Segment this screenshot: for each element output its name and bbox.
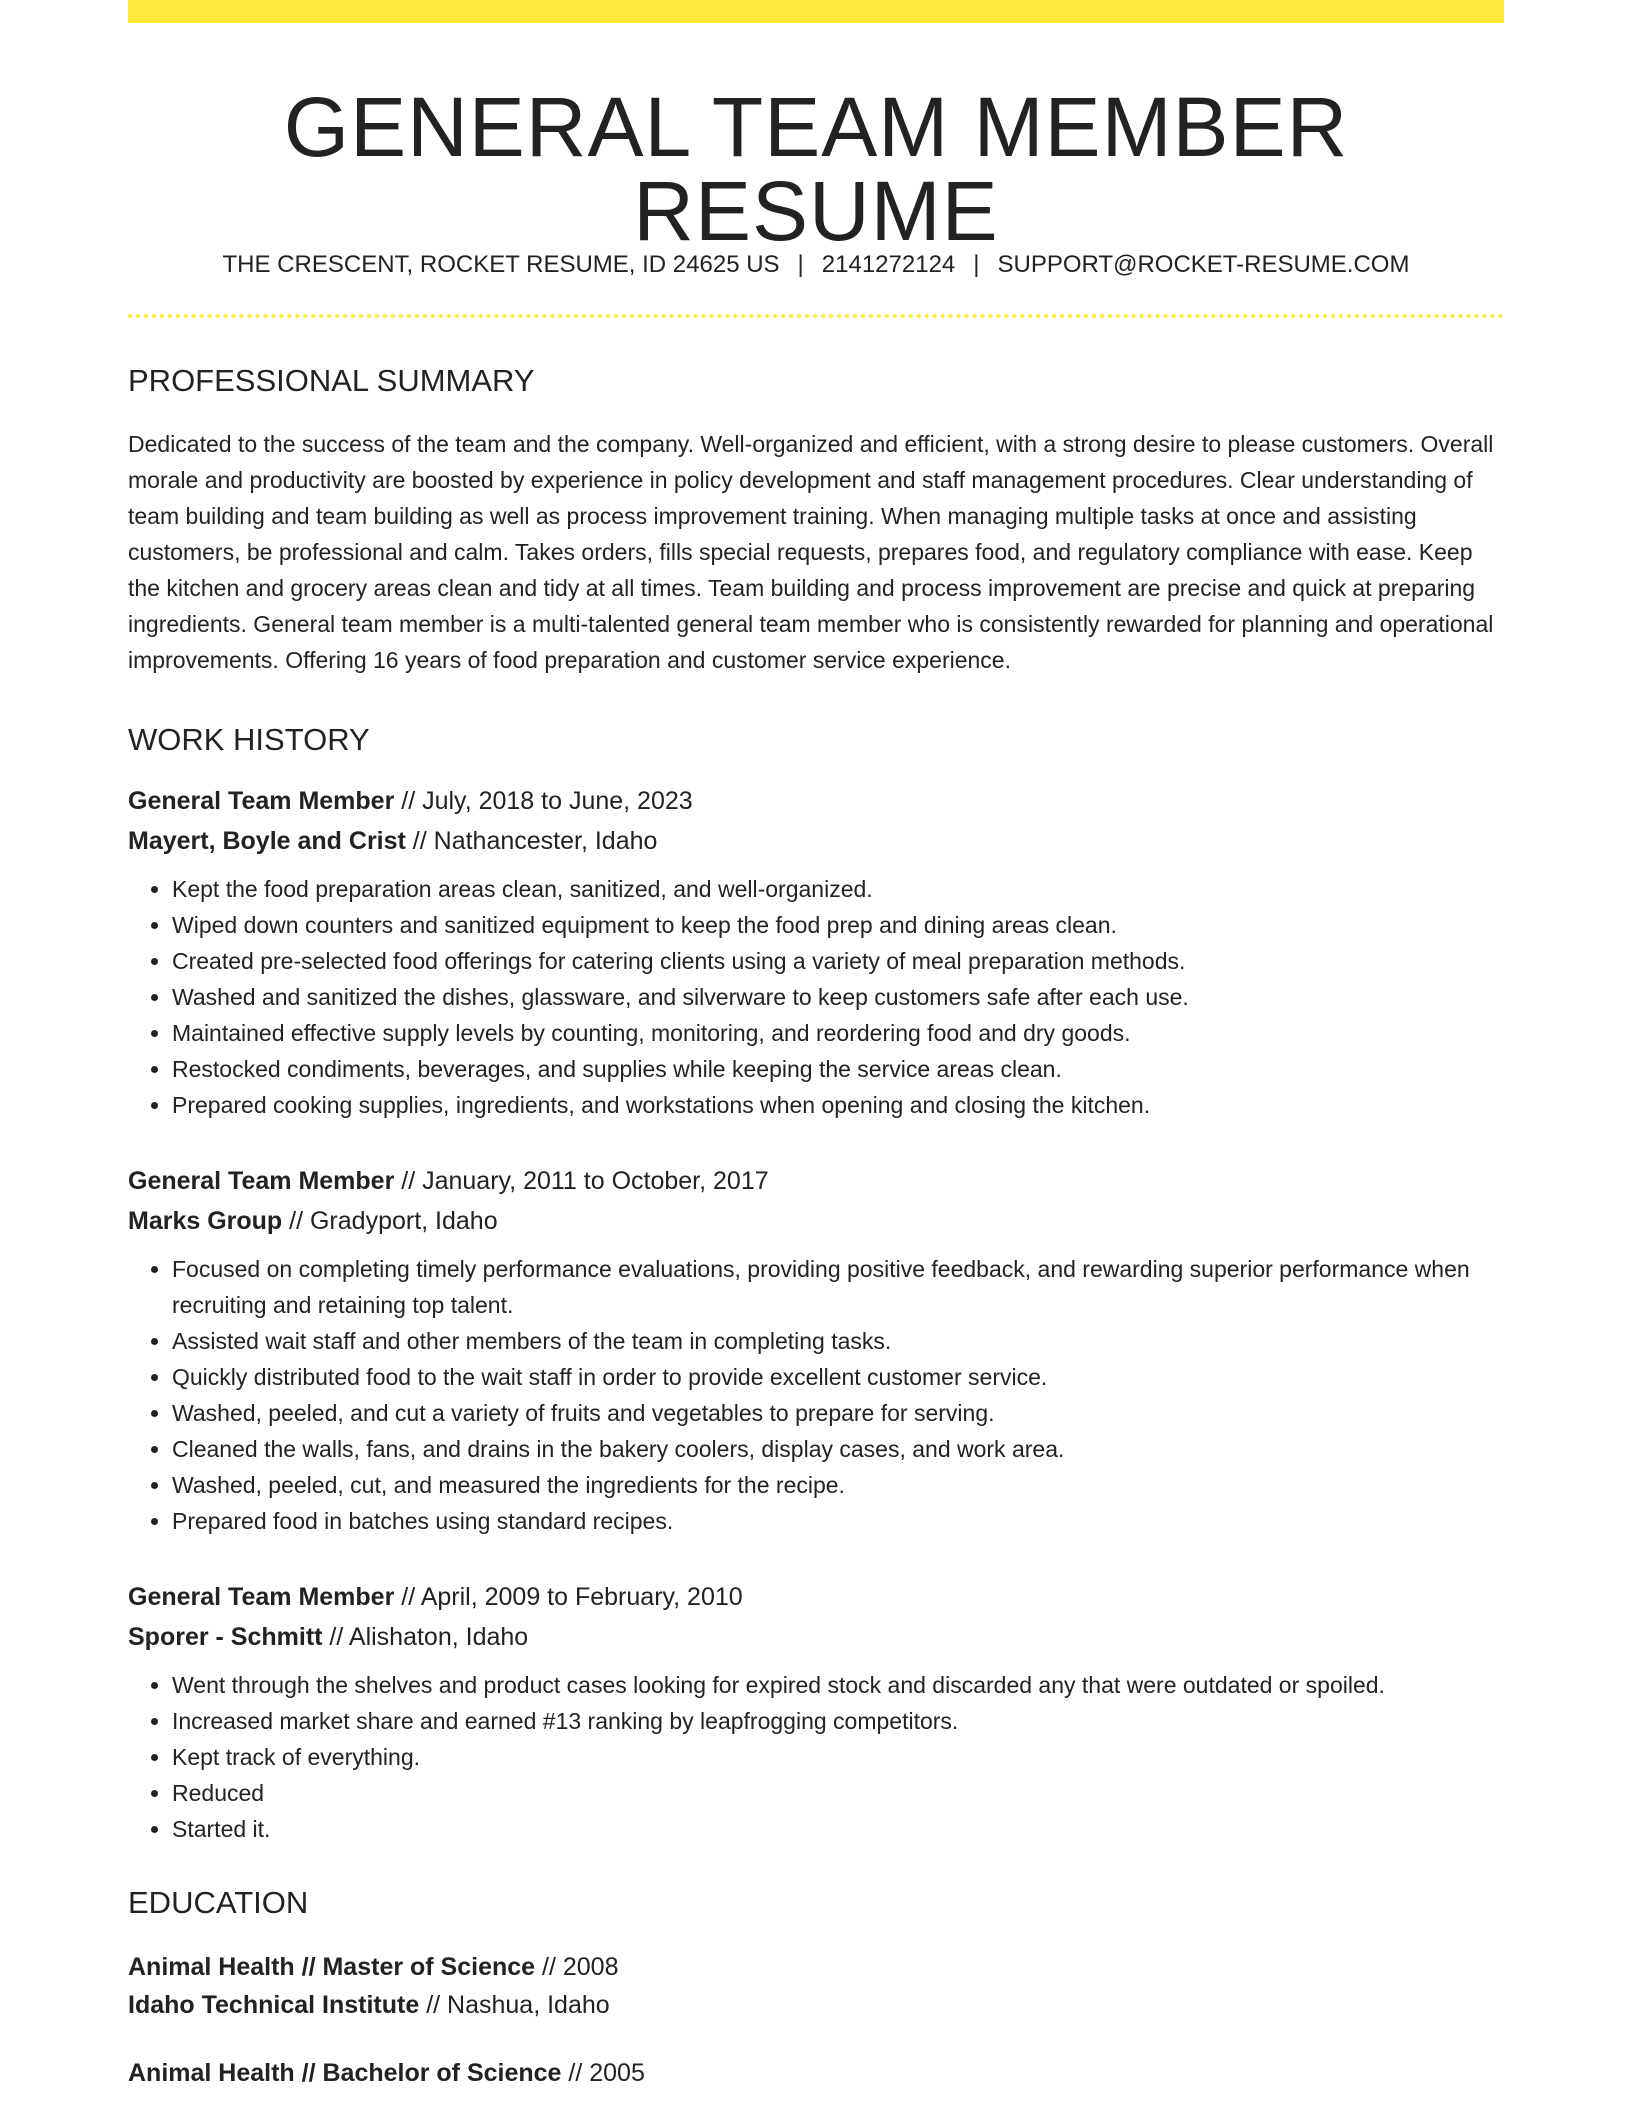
job-title: General Team Member: [128, 787, 395, 815]
contact-email: SUPPORT@ROCKET-RESUME.COM: [997, 251, 1410, 278]
job-title: General Team Member: [128, 1167, 395, 1195]
job-dates: // July, 2018 to June, 2023: [394, 787, 693, 815]
contact-separator: |: [973, 251, 980, 278]
job-title: General Team Member: [128, 1583, 395, 1611]
resume-title: GENERAL TEAM MEMBER RESUME: [283, 80, 1349, 258]
job-bullet: • Wiped down counters and sanitized equipment to keep the food prep and dining areas clean.: [172, 907, 1504, 943]
summary-heading: PROFESSIONAL SUMMARY: [128, 363, 535, 398]
job-company-line: [128, 1617, 1504, 1657]
job-company-line: [128, 1201, 1504, 1241]
job-bullets: [128, 1251, 1504, 1539]
job-bullet: • Maintained effective supply levels by counting, monitoring, and reordering food and dry goods.: [172, 1015, 1504, 1051]
education-heading: EDUCATION: [128, 1885, 309, 1920]
job-bullet: • Washed, peeled, and cut a variety of fruits and vegetables to prepare for serving.: [172, 1395, 1504, 1431]
job-title-line: [128, 1161, 1504, 1201]
education-degree-line: [128, 1948, 1504, 1986]
job-company-line: [128, 821, 1504, 861]
job-dates: // April, 2009 to February, 2010: [394, 1583, 743, 1611]
job-company: Sporer - Schmitt: [128, 1623, 323, 1651]
contact-line: [128, 253, 1504, 277]
work-history-heading: WORK HISTORY: [128, 722, 370, 757]
job-bullet: • Kept track of everything.: [172, 1739, 1504, 1775]
contact-phone: 2141272124: [821, 251, 956, 278]
job-bullet: • Went through the shelves and product cases looking for expired stock and discarded any that were outdated or spoiled.: [172, 1667, 1504, 1703]
education-entry: [128, 2054, 1504, 2092]
education-entry: [128, 1948, 1504, 2024]
education-degree: Animal Health // Master of Science: [128, 1953, 536, 1981]
education-degree: Animal Health // Bachelor of Science: [128, 2059, 562, 2087]
job-bullet: • Focused on completing timely performance evaluations, providing positive feedback, and rewarding superior performance when recruiting and retaining top talent.: [172, 1251, 1504, 1323]
dotted-divider: [128, 314, 1504, 318]
job-bullets: [128, 871, 1504, 1123]
job-company: Mayert, Boyle and Crist: [128, 827, 406, 855]
resume-page: [128, 0, 1504, 2092]
job-bullet: • Started it.: [172, 1811, 1504, 1847]
contact-address: THE CRESCENT, ROCKET RESUME, ID 24625 US: [222, 251, 780, 278]
education-school: Idaho Technical Institute: [128, 1991, 420, 2019]
education-school-line: [128, 1986, 1504, 2024]
job-company: Marks Group: [128, 1207, 283, 1235]
job-bullet: • Reduced: [172, 1775, 1504, 1811]
accent-bar: [128, 0, 1504, 23]
job-location: // Gradyport, Idaho: [282, 1207, 498, 1235]
job-bullet: • Cleaned the walls, fans, and drains in the bakery coolers, display cases, and work area.: [172, 1431, 1504, 1467]
education-year: // 2005: [561, 2059, 645, 2087]
job-bullet: • Kept the food preparation areas clean, sanitized, and well-organized.: [172, 871, 1504, 907]
job-entry: [128, 1577, 1504, 1847]
job-title-line: [128, 1577, 1504, 1617]
job-title-line: [128, 781, 1504, 821]
summary-text: Dedicated to the success of the team and the company. Well-organized and efficient, with a strong desire to please customers. Overall morale and productivity are boosted by experience in policy development and staff management procedures. Clear understanding of team building and team building as well as process improvement training. When managing multiple tasks at once and assisting customers, be professional and calm. Takes orders, fills special requests, prepares food, and regulatory compliance with ease. Keep the kitchen and grocery areas clean and tidy at all times. Team building and process improvement are precise and quick at preparing ingredients. General team member is a multi-talented general team member who is consistently rewarded for planning and operational improvements. Offering 16 years of food preparation and customer service experience.: [128, 431, 1494, 673]
education-degree-line: [128, 2054, 1504, 2092]
job-bullets: [128, 1667, 1504, 1847]
job-bullet: • Assisted wait staff and other members of the team in completing tasks.: [172, 1323, 1504, 1359]
job-bullet: • Restocked condiments, beverages, and supplies while keeping the service areas clean.: [172, 1051, 1504, 1087]
job-location: // Alishaton, Idaho: [322, 1623, 529, 1651]
job-bullet: • Increased market share and earned #13 ranking by leapfrogging competitors.: [172, 1703, 1504, 1739]
job-location: // Nathancester, Idaho: [405, 827, 658, 855]
job-bullet: • Created pre-selected food offerings for catering clients using a variety of meal preparation methods.: [172, 943, 1504, 979]
job-bullet: • Washed, peeled, cut, and measured the ingredients for the recipe.: [172, 1467, 1504, 1503]
job-entry: [128, 781, 1504, 1123]
education-location: // Nashua, Idaho: [419, 1991, 610, 2019]
job-bullet: • Washed and sanitized the dishes, glassware, and silverware to keep customers safe after each use.: [172, 979, 1504, 1015]
job-bullet: • Prepared cooking supplies, ingredients, and workstations when opening and closing the kitchen.: [172, 1087, 1504, 1123]
job-bullet: • Quickly distributed food to the wait staff in order to provide excellent customer service.: [172, 1359, 1504, 1395]
job-entry: [128, 1161, 1504, 1539]
contact-separator: |: [797, 251, 804, 278]
job-dates: // January, 2011 to October, 2017: [394, 1167, 769, 1195]
job-bullet: • Prepared food in batches using standard recipes.: [172, 1503, 1504, 1539]
education-year: // 2008: [535, 1953, 619, 1981]
